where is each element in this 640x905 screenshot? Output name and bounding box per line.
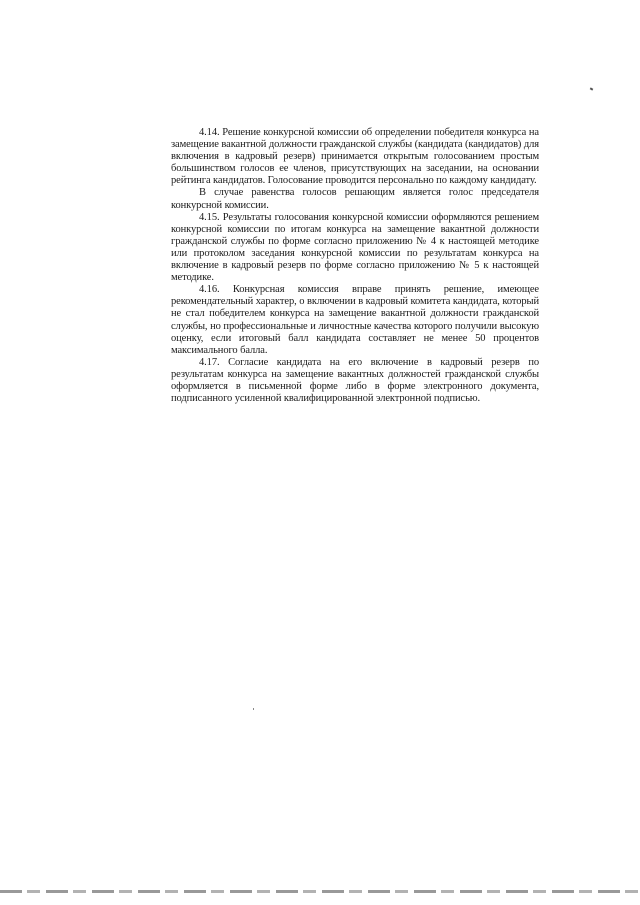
paragraph-4-15: 4.15. Результаты голосования конкурсной комиссии оформляются решением конкурсной комиссии по итогам конкурса на замещение вакантной должности гражданской службы по форме согласно приложению № 4 к настоящей методике или протоколом заседания конкурсной комиссии по результатам конкурса на включение в кадровый резерв по форме согласно приложению № 5 к настоящей методике.	[171, 211, 539, 284]
paragraph-4-14: 4.14. Решение конкурсной комиссии об определении победителя конкурса на замещение вакантной должности гражданской службы (кандидата (кандидатов) для включения в кадровый резерв) принимается открытым голосованием простым большинством голосов ее членов, присутствующих на заседании, на основании рейтинга кандидатов. Голосование проводится персонально по каждому кандидату.	[171, 127, 539, 187]
scan-bottom-edge	[0, 890, 640, 893]
scan-speck	[590, 87, 594, 90]
scan-speck	[253, 708, 254, 710]
paragraph-4-14-continuation: В случае равенства голосов решающим является голос председателя конкурсной комиссии.	[171, 187, 539, 211]
document-body	[171, 127, 539, 405]
paragraph-4-17: 4.17. Согласие кандидата на его включение в кадровый резерв по результатам конкурса на замещение вакантных должностей гражданской службы оформляется в письменной форме либо в форме электронного документа, подписанного усиленной квалифицированной электронной подписью.	[171, 356, 539, 405]
paragraph-4-16: 4.16. Конкурсная комиссия вправе принять решение, имеющее рекомендательный характер, о включении в кадровый комитета кандидата, который не стал победителем конкурса на замещение вакантной должности гражданской службы, но профессиональные и личностные качества которого получили высокую оценку, если итоговый балл кандидата составляет не менее 50 процентов максимального балла.	[171, 284, 539, 356]
